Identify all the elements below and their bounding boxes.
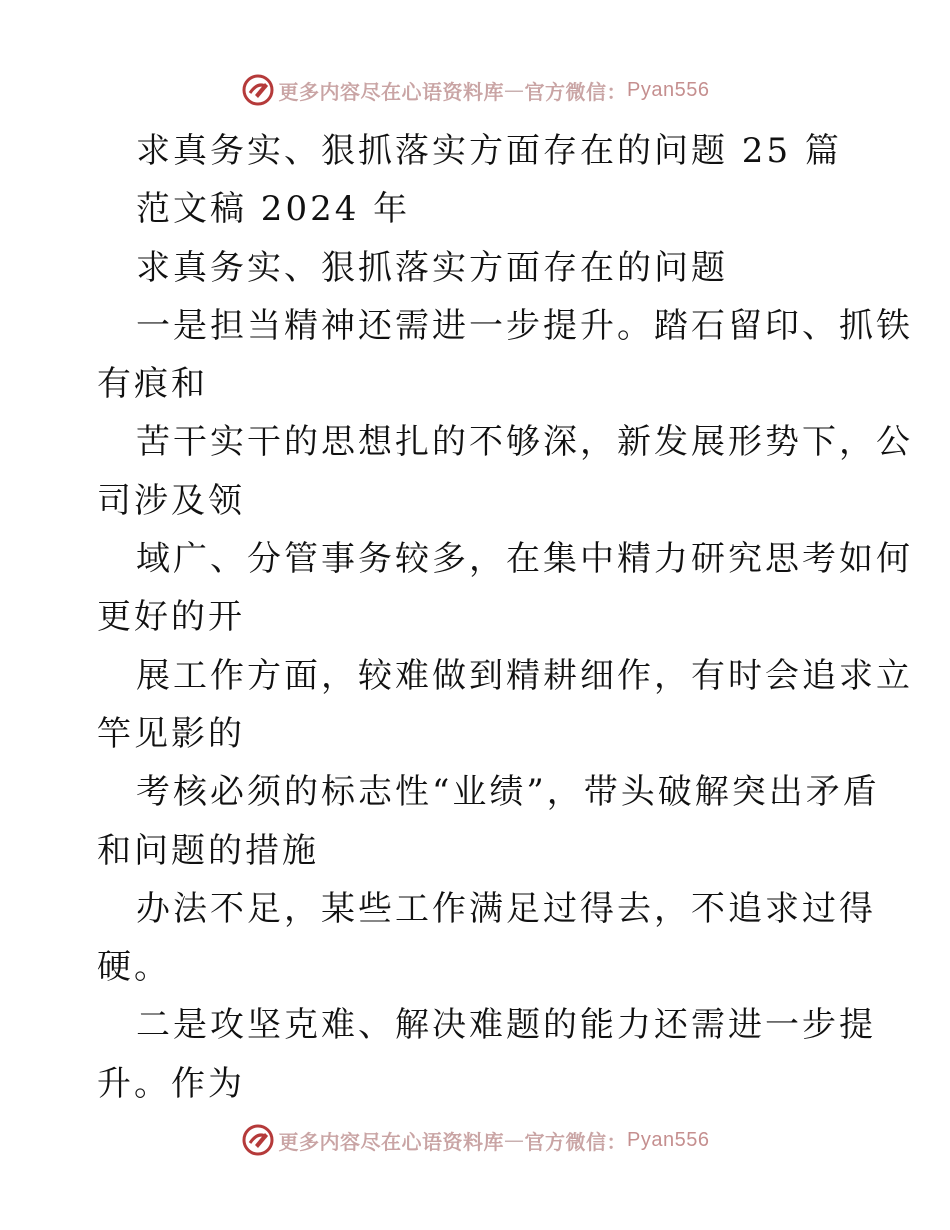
document-body <box>0 122 950 1113</box>
watermark-wechat-id: Pyan556 <box>627 78 710 101</box>
paragraph-line: 苦干实干的思想扎的不够深，新发展形势下，公 <box>136 422 913 463</box>
paragraph-line: 二是攻坚克难、解决难题的能力还需进一步提 <box>136 1005 876 1046</box>
watermark-main-text: 更多内容尽在心语资料库 <box>278 1129 505 1154</box>
paragraph-line: 更好的开 <box>97 597 245 638</box>
paragraph-line: 竿见影的 <box>97 713 245 754</box>
watermark-dash: — <box>504 1128 525 1152</box>
paragraph-line: 一是担当精神还需进一步提升。踏石留印、抓铁 <box>136 305 913 346</box>
watermark-dash: — <box>504 78 525 102</box>
watermark-main-text: 更多内容尽在心语资料库 <box>278 79 505 104</box>
brand-logo-icon <box>241 1123 275 1157</box>
title-line-2: 范文稿 2024 年 <box>136 189 411 230</box>
paragraph-line: 考核必须的标志性“业绩”，带头破解突出矛盾 <box>136 772 880 813</box>
paragraph-line: 和问题的措施 <box>97 830 319 871</box>
watermark-wechat-label: 官方微信： <box>524 1129 628 1154</box>
paragraph-line: 司涉及领 <box>97 480 245 521</box>
header-watermark <box>0 70 950 110</box>
brand-logo-icon <box>241 73 275 107</box>
watermark-wechat-label: 官方微信： <box>524 79 628 104</box>
title-line-1: 求真务实、狠抓落实方面存在的问题 25 篇 <box>136 131 842 171</box>
footer-watermark <box>0 1120 950 1160</box>
section-heading: 求真务实、狠抓落实方面存在的问题 <box>136 247 728 288</box>
watermark-wechat-id: Pyan556 <box>627 1128 710 1151</box>
paragraph-line: 域广、分管事务较多，在集中精力研究思考如何 <box>136 539 913 580</box>
paragraph-line: 有痕和 <box>97 364 208 405</box>
paragraph-line: 升。作为 <box>97 1063 245 1104</box>
paragraph-line: 办法不足，某些工作满足过得去，不追求过得 <box>136 888 876 929</box>
paragraph-line: 硬。 <box>97 947 171 988</box>
paragraph-line: 展工作方面，较难做到精耕细作，有时会追求立 <box>136 655 913 696</box>
